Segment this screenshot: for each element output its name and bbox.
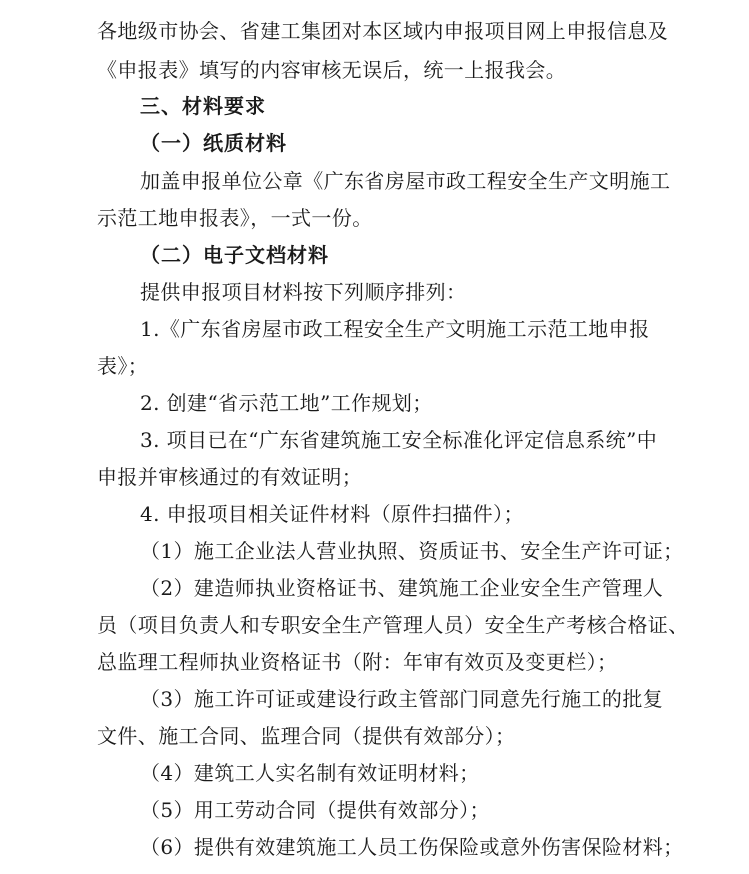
list-item-line: 4. 申报项目相关证件材料（原件扫描件）；	[140, 502, 524, 526]
list-item-line: 3. 项目已在“广东省建筑施工安全标准化评定信息系统”中	[140, 428, 658, 452]
list-item-line: （5）用工劳动合同（提供有效部分）；	[140, 798, 490, 822]
list-item-line: （1）施工企业法人营业执照、资质证书、安全生产许可证；	[140, 539, 684, 563]
list-item-line: 员（项目负责人和专职安全生产管理人员）安全生产考核合格证、	[97, 613, 689, 637]
paragraph-line: 《申报表》填写的内容审核无误后，统一上报我会。	[97, 58, 567, 82]
list-item-line: （4）建筑工人实名制有效证明材料；	[140, 761, 480, 785]
section-heading: 三、材料要求	[140, 94, 266, 118]
list-item-line: （3）施工许可证或建设行政主管部门同意先行施工的批复	[140, 687, 664, 711]
list-item-line: 申报并审核通过的有效证明；	[97, 465, 363, 489]
list-item-line: 总监理工程师执业资格证书（附：年审有效页及变更栏）；	[97, 650, 618, 674]
subsection-heading: （一）纸质材料	[140, 131, 287, 155]
list-item-line: 1.《广东省房屋市政工程安全生产文明施工示范工地申报	[140, 317, 650, 341]
paragraph-line: 示范工地申报表》，一式一份。	[97, 206, 373, 230]
paragraph-line: 各地级市协会、省建工集团对本区域内申报项目网上申报信息及	[97, 19, 669, 43]
subsection-heading: （二）电子文档材料	[140, 243, 329, 267]
list-item-line: 2. 创建“省示范工地”工作规划；	[140, 391, 433, 415]
paragraph-line: 提供申报项目材料按下列顺序排列：	[140, 280, 467, 304]
list-item-line: 文件、施工合同、监理合同（提供有效部分）；	[97, 724, 516, 748]
list-item-line: 表》；	[97, 354, 149, 378]
list-item-line: （6）提供有效建筑施工人员工伤保险或意外伤害保险材料；	[140, 835, 684, 859]
list-item-line: （2）建造师执业资格证书、建筑施工企业安全生产管理人	[140, 576, 664, 600]
paragraph-line: 加盖申报单位公章《广东省房屋市政工程安全生产文明施工	[140, 169, 671, 193]
